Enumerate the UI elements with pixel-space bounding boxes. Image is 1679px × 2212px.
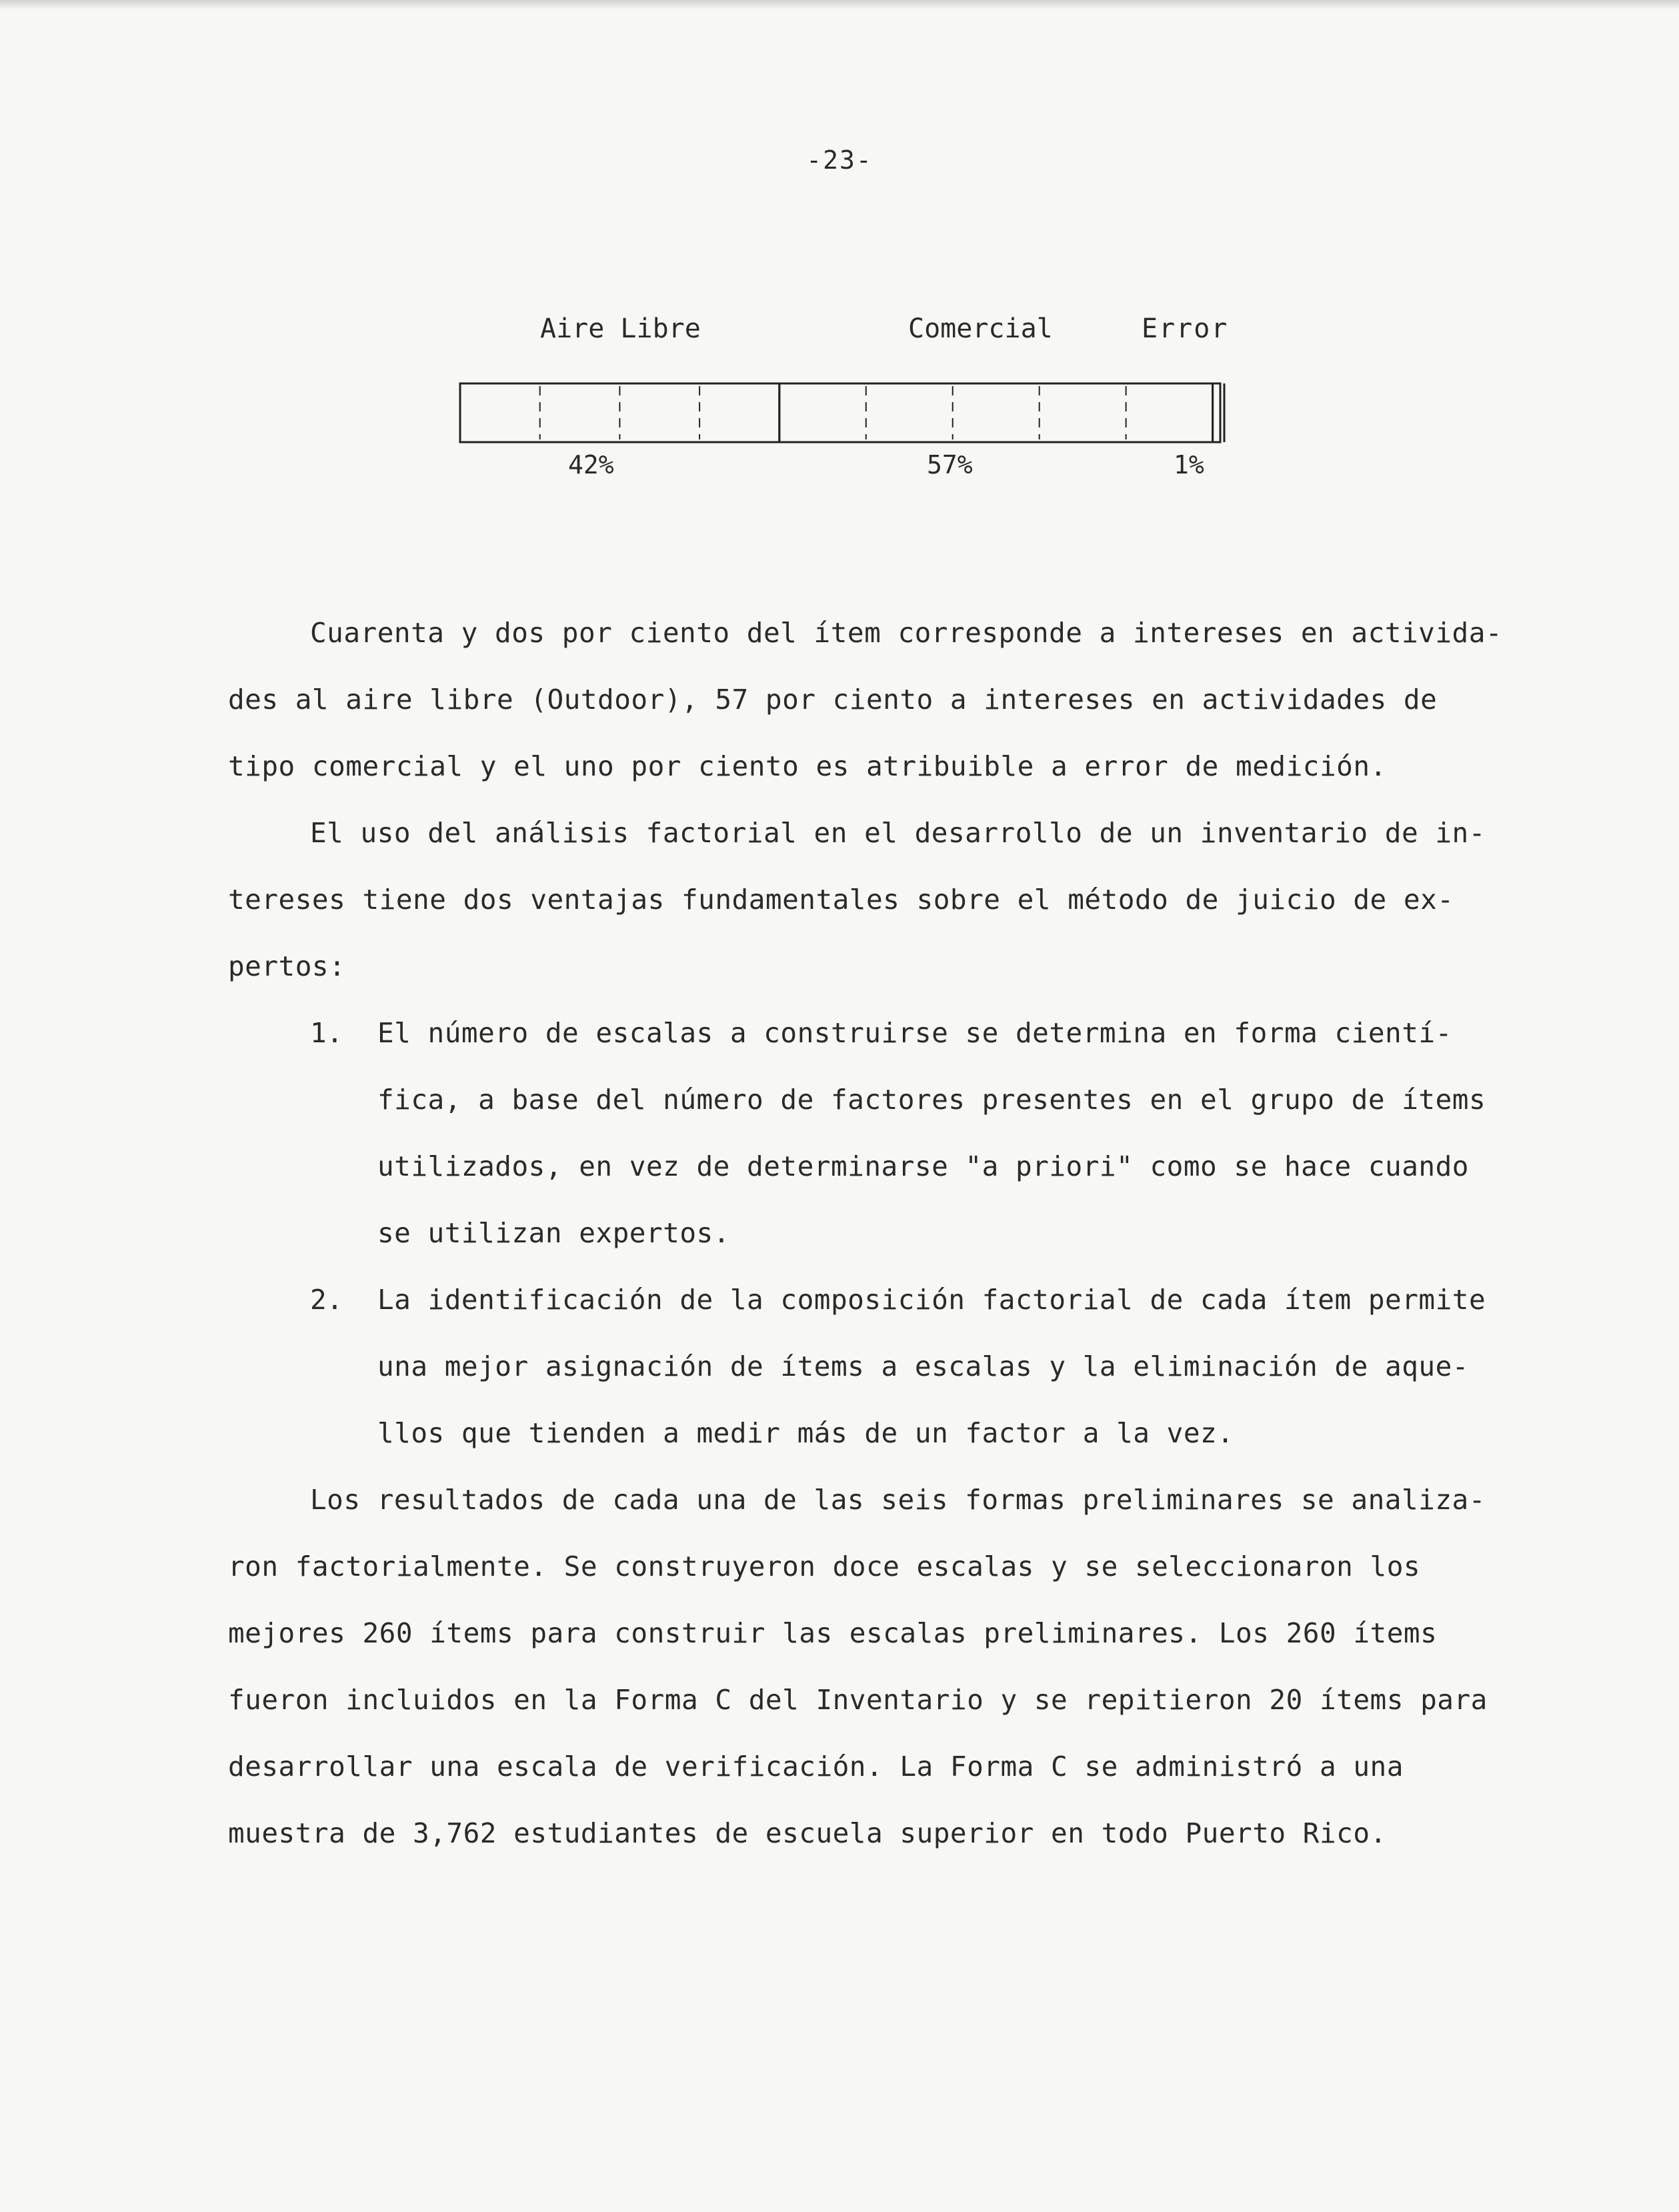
text-line: pertos: (228, 950, 346, 982)
text-line: llos que tienden a medir más de un factor a la vez. (377, 1417, 1234, 1449)
text-line: mejores 260 ítems para construir las escalas preliminares. Los 260 ítems (228, 1617, 1438, 1649)
text-line: Los resultados de cada una de las seis formas preliminares se analiza- (310, 1484, 1486, 1516)
text-line: tereses tiene dos ventajas fundamentales sobre el método de juicio de ex- (228, 884, 1454, 916)
page-number: -23- (806, 145, 873, 175)
value-label-comercial: 57% (927, 450, 973, 479)
category-label-error: Error (1142, 313, 1229, 344)
text-line: se utilizan expertos. (377, 1217, 730, 1249)
text-line: una mejor asignación de ítems a escalas y la eliminación de aque- (377, 1350, 1469, 1382)
text-line: El número de escalas a construirse se determina en forma cientí- (377, 1017, 1452, 1049)
text-line: El uso del análisis factorial en el desarrollo de un inventario de in- (310, 817, 1486, 849)
stacked-bar (453, 370, 1240, 450)
segment-error (1213, 383, 1220, 442)
text-line: La identificación de la composición factorial de cada ítem permite (377, 1284, 1486, 1316)
text-line: fueron incluidos en la Forma C del Inventario y se repitieron 20 ítems para (228, 1684, 1488, 1716)
text-line: utilizados, en vez de determinarse "a priori" como se hace cuando (377, 1150, 1469, 1182)
text-line: fica, a base del número de factores presentes en el grupo de ítems (377, 1084, 1486, 1116)
text-line: tipo comercial y el uno por ciento es atribuible a error de medición. (228, 750, 1387, 782)
text-line: muestra de 3,762 estudiantes de escuela superior en todo Puerto Rico. (228, 1817, 1387, 1849)
category-label-comercial: Comercial (908, 313, 1053, 344)
list-item-number: 2. (310, 1284, 343, 1316)
text-line: desarrollar una escala de verificación. La Forma C se administró a una (228, 1751, 1404, 1783)
list-item-number: 1. (310, 1017, 343, 1049)
text-line: des al aire libre (Outdoor), 57 por ciento a intereses en actividades de (228, 684, 1438, 716)
segment-comercial (779, 383, 1213, 442)
category-label-aire-libre: Aire Libre (540, 313, 701, 344)
value-label-error: 1% (1174, 450, 1204, 479)
value-label-aire-libre: 42% (568, 450, 614, 479)
scan-edge-shadow (0, 0, 1679, 9)
text-line: Cuarenta y dos por ciento del ítem corresponde a intereses en activida- (310, 617, 1503, 649)
text-line: ron factorialmente. Se construyeron doce escalas y se seleccionaron los (228, 1550, 1421, 1582)
